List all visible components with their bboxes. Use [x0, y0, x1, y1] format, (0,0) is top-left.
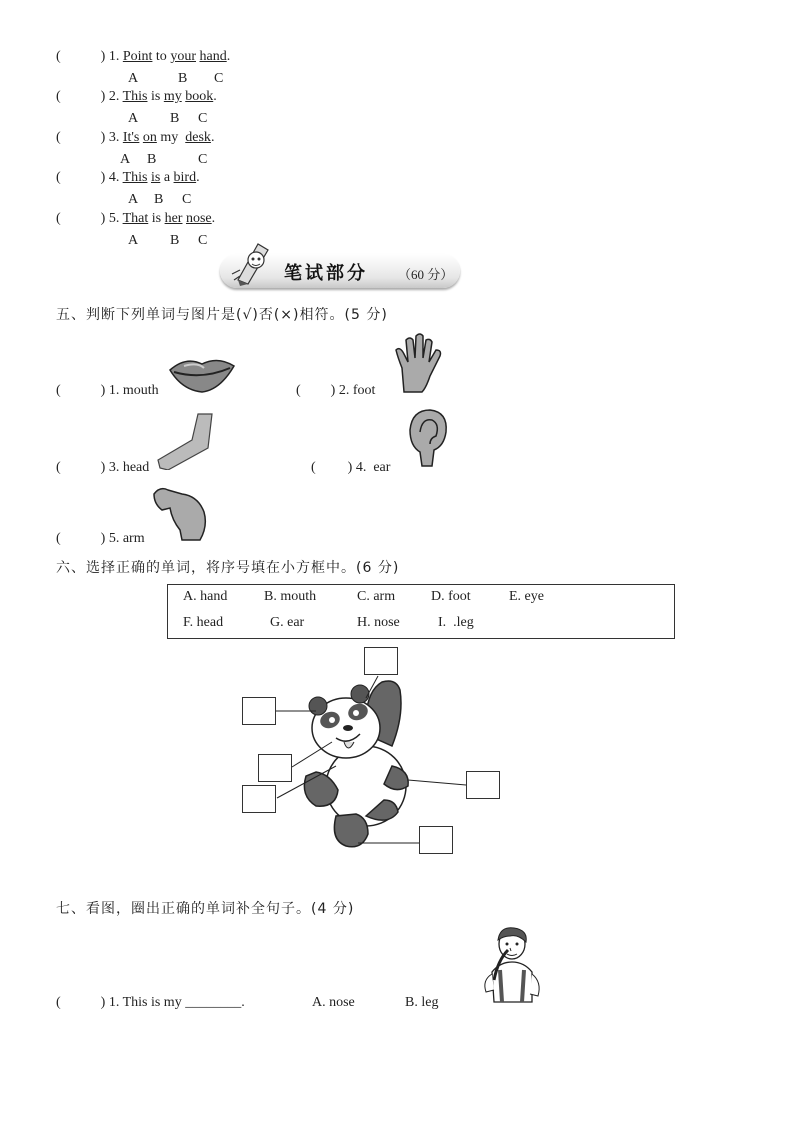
- period: .: [210, 130, 215, 145]
- letter-a: A: [128, 192, 139, 207]
- question-2: ( ) 2. This is my book.: [56, 89, 217, 104]
- letter-b: B: [147, 152, 157, 167]
- word-b: is: [150, 170, 161, 185]
- word-sep: to: [152, 49, 171, 64]
- item-label: ) 4. ear: [347, 460, 391, 475]
- paren-open: (: [56, 170, 61, 185]
- question-3: ( ) 3. It's on my desk.: [56, 130, 215, 145]
- ear-picture: [406, 406, 450, 468]
- word-sep: is: [147, 89, 164, 104]
- item-label: ) 3. head: [100, 460, 150, 475]
- paren-open: (: [56, 995, 61, 1010]
- label-box-6[interactable]: [419, 826, 453, 854]
- q-num: 4.: [108, 170, 120, 185]
- word-a: This: [122, 89, 148, 104]
- period: .: [211, 211, 216, 226]
- s5-item-1: [56, 383, 159, 399]
- label-box-1[interactable]: [364, 647, 398, 675]
- word-c: desk: [185, 130, 211, 145]
- word-c: bird: [173, 170, 197, 185]
- word-sep: my: [156, 130, 186, 145]
- s5-item-2: [296, 383, 375, 399]
- word-c: nose: [185, 211, 212, 226]
- option-c: C. arm: [357, 589, 396, 604]
- question-5: ( ) 5. That is her nose.: [56, 211, 216, 226]
- choice-b[interactable]: B. leg: [405, 995, 439, 1010]
- option-b: B. mouth: [264, 589, 317, 604]
- paren-open: (: [56, 89, 61, 104]
- letter-a: A: [128, 71, 139, 86]
- paren-open: (: [311, 460, 316, 475]
- option-i: I. .leg: [438, 615, 474, 630]
- option-h: H. nose: [357, 615, 400, 630]
- section7-heading: 七、看图，圈出正确的单词补全句子。(4 分): [56, 901, 355, 917]
- paren-open: (: [56, 49, 61, 64]
- word-c: book: [185, 89, 214, 104]
- letter-b: B: [170, 233, 180, 248]
- label-box-4[interactable]: [242, 785, 276, 813]
- s5-item-4: [311, 460, 390, 476]
- letter-b: B: [154, 192, 164, 207]
- boy-pointing-picture: [480, 924, 544, 1004]
- word-b: your: [170, 49, 196, 64]
- choice-a[interactable]: A. nose: [312, 995, 355, 1010]
- letter-a: A: [120, 152, 131, 167]
- word-a: It's: [122, 130, 140, 145]
- letter-b: B: [178, 71, 188, 86]
- option-a: A. hand: [183, 589, 228, 604]
- paren-open: (: [296, 383, 301, 398]
- word-a: This: [122, 170, 148, 185]
- arm-picture: [156, 412, 214, 470]
- letter-a: A: [128, 233, 139, 248]
- letter-c: C: [198, 152, 208, 167]
- letter-c: C: [198, 111, 208, 126]
- s5-item-5: [56, 531, 145, 547]
- period: .: [196, 170, 200, 185]
- section5-heading: 五、判断下列单词与图片是(√)否(×)相符。(5 分): [56, 307, 388, 323]
- option-g: G. ear: [270, 615, 305, 630]
- word-sep: is: [148, 211, 165, 226]
- q-num: 1.: [108, 49, 120, 64]
- item-label: ) 5. arm: [100, 531, 145, 546]
- question-4: ( ) 4. This is a bird.: [56, 170, 200, 185]
- label-box-2[interactable]: [242, 697, 276, 725]
- banner-title: 笔试部分: [284, 263, 368, 284]
- letter-a: A: [128, 111, 139, 126]
- question-text: ) 1. This is my ________.: [100, 995, 245, 1010]
- mouth-picture: [168, 356, 236, 396]
- letter-c: C: [198, 233, 208, 248]
- written-part-banner: [220, 254, 460, 288]
- word-a: Point: [122, 49, 153, 64]
- hand-picture: [394, 332, 446, 394]
- word-a: That: [122, 211, 149, 226]
- word-b: her: [164, 211, 183, 226]
- word-c: hand: [199, 49, 227, 64]
- pencil-mascot-icon: [228, 240, 278, 286]
- word-b: on: [142, 130, 157, 145]
- label-box-5[interactable]: [466, 771, 500, 799]
- label-box-3[interactable]: [258, 754, 292, 782]
- period: .: [213, 89, 217, 104]
- s7-question-1: [56, 995, 245, 1011]
- option-e: E. eye: [509, 589, 544, 604]
- paren-open: (: [56, 130, 61, 145]
- section6-heading: 六、选择正确的单词，将序号填在小方框中。(6 分): [56, 560, 400, 576]
- item-label: ) 2. foot: [330, 383, 376, 398]
- word-b: my: [163, 89, 182, 104]
- paren-open: (: [56, 531, 61, 546]
- period: .: [226, 49, 231, 64]
- item-label: ) 1. mouth: [100, 383, 159, 398]
- paren-open: (: [56, 211, 61, 226]
- paren-open: (: [56, 383, 61, 398]
- letter-c: C: [214, 71, 224, 86]
- q-close: ): [100, 49, 106, 64]
- letter-c: C: [182, 192, 192, 207]
- option-f: F. head: [183, 615, 224, 630]
- question-1: [56, 49, 230, 65]
- paren-open: (: [56, 460, 61, 475]
- flexed-arm-picture: [152, 486, 210, 542]
- q-num: 2.: [108, 89, 120, 104]
- word-options-box: [167, 584, 675, 639]
- banner-score: （60 分）: [398, 267, 454, 282]
- option-d: D. foot: [431, 589, 471, 604]
- q-num: 5.: [108, 211, 120, 226]
- q-num: 3.: [108, 130, 120, 145]
- letter-b: B: [170, 111, 180, 126]
- word-sep: a: [160, 170, 174, 185]
- s5-item-3: [56, 460, 149, 476]
